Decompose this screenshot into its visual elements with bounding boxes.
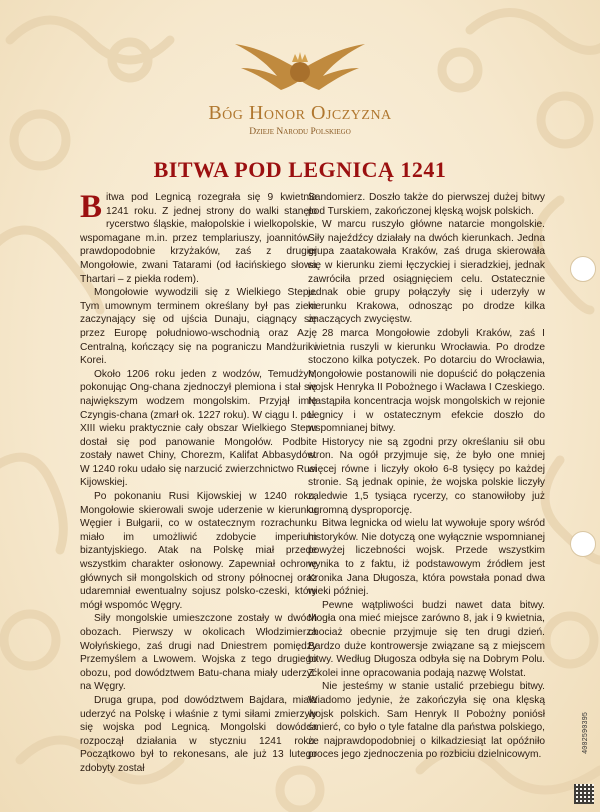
- brand-subtitle: Dzieje Narodu Polskiego: [249, 127, 351, 137]
- right-column: [308, 191, 545, 762]
- binder-hole-bottom: [570, 531, 596, 557]
- serial-number: 4002590395: [582, 712, 590, 755]
- article-title: BITWA POD LEGNICĄ 1241: [153, 157, 447, 182]
- paragraph: Historycy nie są zgodni przy określaniu sił obu stron. Na ogół przyjmuje się, że było one mniej więcej równe i liczyły około 6-8 tysięcy po każdej stronie. Są jednak opinie, że wojska polskie liczyły zaledwie 1,5 tysiąca rycerzy, co stanowiłoby już ogromną dysproporcję.: [308, 436, 545, 516]
- brand-name: Bóg Honor Ojczyzna: [208, 102, 392, 124]
- paragraph: Pewne wątpliwości budzi nawet data bitwy. Mogła ona mieć miejsce zarówno 8, jak i 9 kwietnia, chociaż obecnie przyjmuje się ten drugi dzień. Bardzo duże kontrowersje związane są z miejscem bitwy. Według Długosza odbyła się na Dobrym Polu. Z kolei inne opracowania podają nazwę Wolstat.: [308, 599, 545, 679]
- paragraph: Bitwa legnicka od wielu lat wywołuje spory wśród historyków. Nie dotyczą one wyłącznie wspomnianej powyżej liczebności wojsk. Przede wszystkim wynika to z faktu, iż podstawowym źródłem jest Kronika Jana Długosza, która powstała ponad dwa wieki później.: [308, 518, 545, 598]
- paragraph: Bitwa pod Legnicą rozegrała się 9 kwietnia 1241 roku. Z jednej strony do walki stanęło rycerstwo śląskie, małopolskie i wielkopolskie, wspomagane m.in. przez templariuszy, joannitów i prawdopodobnie krzyżaków, zaś z drugiej Mongołowie, zwani Tatarami (od łacińskiego słowa Thartari – z piekła rodem).: [80, 189, 317, 285]
- binder-hole-top: [570, 256, 596, 282]
- qr-code-icon: [574, 784, 594, 804]
- paragraph: Sandomierz. Doszło także do pierwszej dużej bitwy pod Turskiem, zakończonej klęską wojsk polskich.: [308, 192, 545, 217]
- paragraph: Około 1206 roku jeden z wodzów, Temudżyn, pokonując Ong-chana zjednoczył plemiona i stał się największym wodzem mongolskim. Przyjął imię Czyngis-chana (zmarł ok. 1227 roku). W ciągu I. poł. XIII wieku praktycznie cały obszar Wielkiego Stepu dostał się pod panowanie Mongołów. Podbite zostały nawet Chiny, Chorezm, Kalifat Abbasydów. W 1240 roku udało się narzucić zwierzchnictwo Rusi Kijowskiej.: [80, 368, 317, 489]
- paragraph: 28 marca Mongołowie zdobyli Kraków, zaś I kwietnia ruszyli w kierunku Wrocławia. Po drodze stoczono kilka potyczek. Po dotarciu do Wrocławia, Mongołowie postanowili nie dopuścić do połączenia wojsk Henryka II Pobożnego i Wacława I Czeskiego. Nastąpiła koncentracja wojsk mongolskich w rejonie Legnicy i w ostatecznym efekcie doszło do wspomnianej bitwy.: [308, 327, 545, 435]
- paragraph: Druga grupa, pod dowództwem Bajdara, miała uderzyć na Polskę i właśnie z tymi siłami zmierzyły się wojska pod Legnicą. Mongolski dowódca rozpoczął działania w styczniu 1241 roku. Początkowo był to rekonesans, ale już 13 lutego zdobyty został: [80, 694, 317, 774]
- left-column: [80, 191, 317, 776]
- paragraph: Siły mongolskie umieszczone zostały w dwóch obozach. Pierwszy w okolicach Włodzimierza Wołyńskiego, zaś drugi nad Dniestrem pomiędzy Przemyślem a Lwowem. Wojska z tego drugiego obozu, pod dowództwem Batu-chana miały uderzyć na Węgry.: [80, 613, 317, 693]
- paragraph: W marcu ruszyło główne natarcie mongolskie. Siły najeźdźcy działały na dwóch kierunkach. Jedna grupa zaatakowała Kraków, zaś druga skierowała się w kierunku ziemi łęczyckiej i sieradzkiej, jednak zawróciła przed osiągnięciem celu. Ostatecznie jednak obie grupy połączyły się i uderzyły w kierunku Krakowa, odnosząc po drodze kilka znaczących zwycięstw.: [308, 219, 545, 326]
- paragraph: Po pokonaniu Rusi Kijowskiej w 1240 roku, Mongołowie skierowali swoje uderzenie w kierunku Węgier i Bułgarii, co w ostatecznym rozrachunku miało im umożliwić zdobycie imperium bizantyjskiego. Atak na Polskę miał przede wszystkim charakter osłonowy. Zapewniał ochronę głównych sił mongolskich od strony północnej oraz udaremniał ewentualny sojusz polsko-czeski, który mógł wspomóc Węgry.: [80, 491, 317, 611]
- paragraph: Nie jesteśmy w stanie ustalić przebiegu bitwy. Wiadomo jedynie, że zakończyła się ona klęską wojsk polskich. Sam Henryk II Pobożny poniósł śmierć, co było o tyle fatalne dla państwa polskiego, że najprawdopodobniej o kilkadziesiąt lat opóźniło proces jego zjednoczenia po rozbiciu dzielnicowym.: [308, 681, 545, 761]
- crowned-eagle-icon: [225, 40, 375, 100]
- paragraph: Mongołowie wywodzili się z Wielkiego Stepu. Tym umownym terminem określany był pas ziem zaczynający się od ujścia Dunaju, ciągnący się przez Europę południowo-wschodnią oraz Azję Centralną, kończący się na pograniczu Mandżurii i Korei.: [80, 287, 317, 367]
- brand-logo: [0, 40, 600, 137]
- drop-cap: B: [80, 189, 103, 225]
